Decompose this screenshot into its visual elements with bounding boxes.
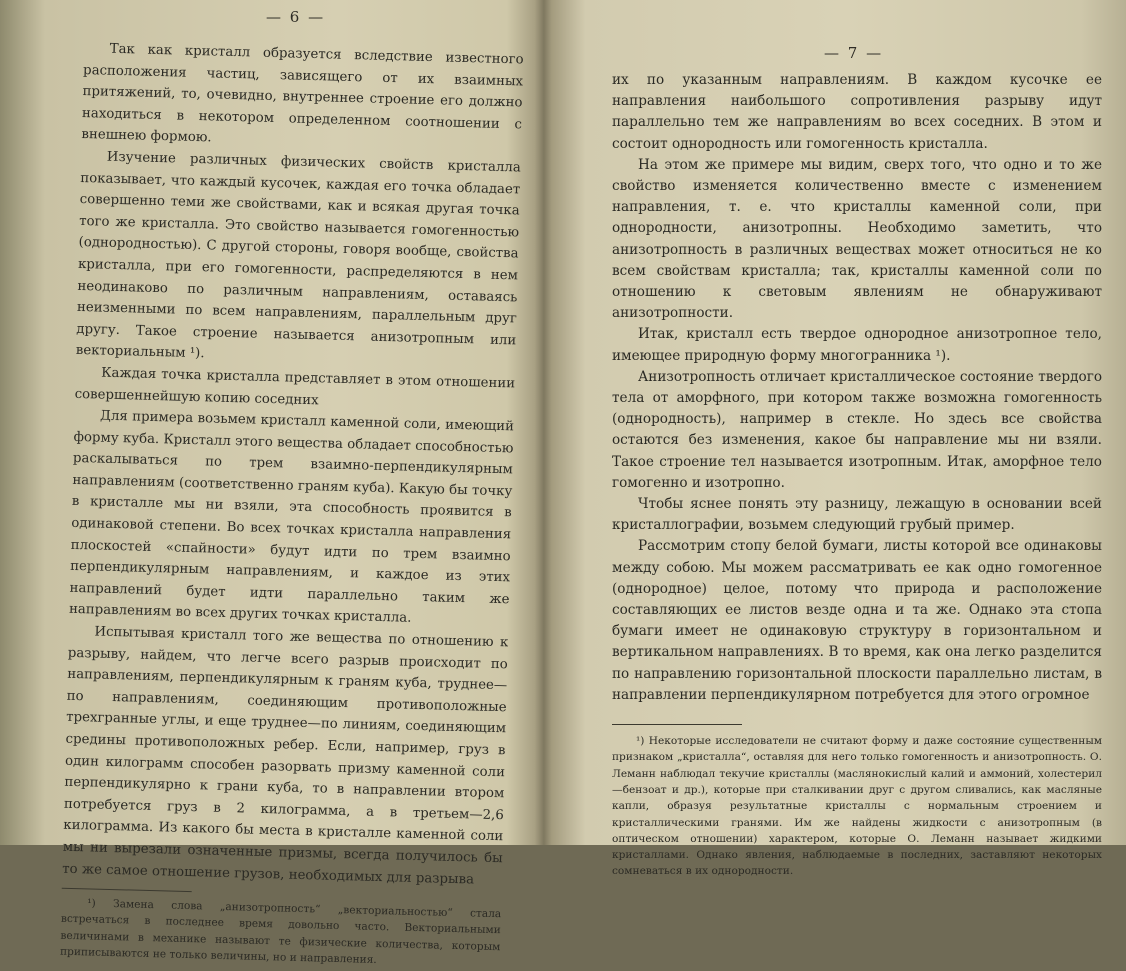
footnote-divider (62, 888, 192, 892)
footnote (60, 895, 502, 971)
left-page (0, 0, 548, 966)
paragraph: Изучение различных физических свойств кристалла показывает, что каждый кусочек, каждая его точка обладает совершенно теми же свойствами, как и всякая другая точка того же кристалла. Это свойство называется гомогенностью (однородностью). С другой стороны, говоря вообще, свойства кристалла, при его гомогенности, распределяются в нем неодинаково по различным направлениям, оставаясь неизменными по всем направлениям, параллельным друг другу. Такое строение называется анизотропным или векториальным ¹). (75, 149, 521, 362)
paragraph: их по указанным направлениям. В каждом кусочке ее направления наибольшого сопротивления разрыву идут параллельно тем же направлениям во всех соседних. В этом и состоит однородность или гомогенность кристалла. (612, 72, 1102, 152)
paragraph: Для примера возьмем кристалл каменной соли, имеющий форму куба. Кристалл этого вещества обладает способностью раскалываться по трем взаимно-перпендикулярным направлениям (соответственно граням куба). Какую бы точку в кристалле мы ни взяли, эта способность проявится в одинаковой степени. Во всех точках кристалла направления плоскостей «спайности» будут идти по трем взаимно перпендикулярным направлениям, и каждое из этих направлений будет идти параллельно таким же направлениям во всех других точках кристалла. (68, 408, 515, 627)
paragraph: Итак, кристалл есть твердое однородное анизотропное тело, имеющее природную форму многогранника ¹). (612, 326, 1102, 364)
page-number: — 7 — (824, 44, 884, 62)
footnote-text: ¹) Замена слова „анизотропность“ „векториальностью“ стала встречаться в последнее время довольно часто. Векториальными величинами в механике называют те физические количества, которым приписываются не только величины, но и направления. (59, 897, 502, 966)
page-body (60, 38, 524, 971)
paragraph: Рассмотрим стопу белой бумаги, листы которой все одинаковы между собою. Мы можем рассматривать ее как одно гомогенное (однородное) целое, потому что природа и расположение составляющих ее листов везде одна и та же. Однако эта стопа бумаги имеет не одинаковую структуру в горизонтальном и вертикальном направлениях. В то время, как она легко разделится по направлению горизонтальной плоскости параллельно листам, в направлении перпендикулярном потребуется для этого огромное (612, 538, 1102, 703)
footnote-text: ¹) Некоторые исследователи не считают форму и даже состояние существенным признаком „кристалла“, оставляя для него только гомогенность и анизотропность. О. Леманн наблюдал текучие кристаллы (маслянокислый калий и аммоний, холестерил—бензоат и др.), которые при сталкивании друг с другом сливались, как масляные капли, образуя результатные кристаллы с нормальным строением и кристаллическими гранями. Им же найдены жидкости с анизотропным (в оптическом отношении) характером, которые О. Леманн называет жидкими кристаллами. Однако явления, наблюдаемые в последних, заставляют некоторых сомневаться в их однородности. (612, 735, 1102, 878)
right-page (548, 0, 1126, 878)
page-body (612, 70, 1102, 880)
paragraph: Каждая точка кристалла представляет в этом отношении совершеннейшую копию соседних (74, 365, 516, 408)
paragraph: Так как кристалл образуется вследствие известного расположения частиц, зависящего от их взаимных притяжений, то, очевидно, внутреннее строение его должно находиться в некотором определенном соотношении с внешнею формою. (81, 41, 524, 146)
paragraph: Испытывая кристалл того же вещества по отношению к разрыву, найдем, что легче всего разрыв происходит по направлениям, перпендикулярным к граням куба, труднее—по направлениям, соединяющим противоположные трехгранные углы, и еще труднее—по линиям, соединяющим средины противоположных ребер. Если, например, груз в один килограмм способен разорвать призму каменной соли перпендикулярно к грани куба, то в направлении втором потребуется груз в 2 килограмма, а в третьем—2,6 килограмма. Из какого бы места в кристалле каменной соли мы ни вырезали означенные призмы, всегда получилось бы то же самое отношение грузов, необходимых для разрыва (62, 624, 509, 888)
paragraph: Чтобы яснее понять эту разницу, лежащую в основании всей кристаллографии, возьмем следующий грубый пример. (612, 496, 1102, 534)
page-number: — 6 — (266, 8, 326, 26)
paragraph: Анизотропность отличает кристаллическое состояние твердого тела от аморфного, при котором также возможна гомогенность (однородность), например в стекле. Но здесь все свойства остаются без изменения, какое бы направление мы ни взяли. Такое строение тел называется изотропным. Итак, аморфное тело гомогенно и изотропно. (612, 368, 1102, 491)
footnote-divider (612, 724, 742, 725)
paragraph: На этом же примере мы видим, сверх того, что одно и то же свойство изменяется количественно вместе с изменением направления, т. е. что кристаллы каменной соли, при однородности, анизотропны. Необходимо заметить, что анизотропность в различных веществах может относиться не ко всем свойствам кристалла; так, кристаллы каменной соли по отношению к световым явлениям не обнаруживают анизотропности. (612, 156, 1102, 322)
footnote (612, 733, 1102, 880)
